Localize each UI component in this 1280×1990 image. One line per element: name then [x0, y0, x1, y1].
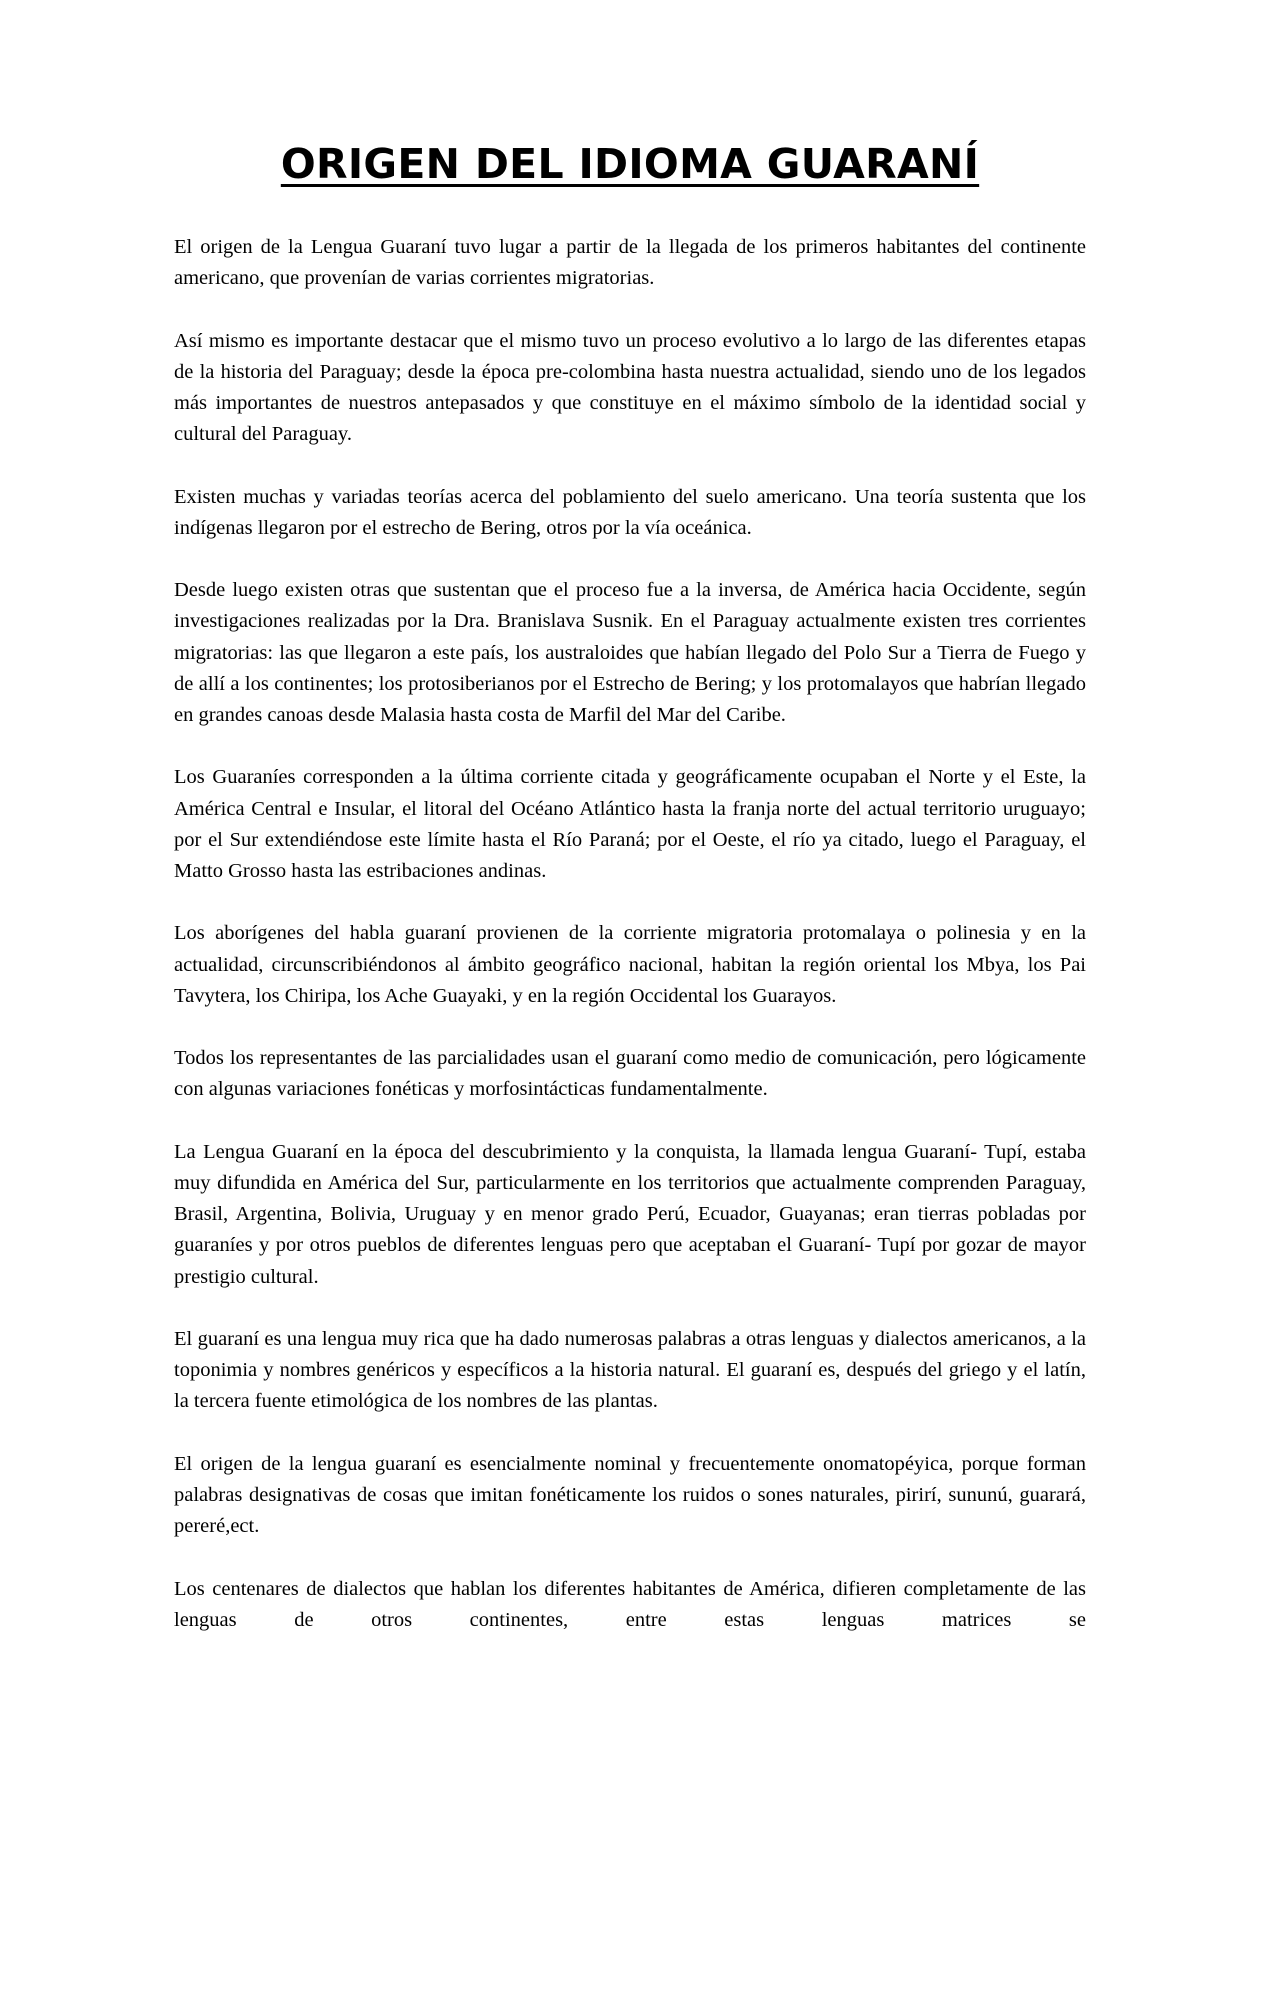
paragraph-richness: El guaraní es una lengua muy rica que ha dado numerosas palabras a otras lenguas y dialectos americanos, a la toponimia y nombres genéricos y específicos a la historia natural. El guaraní es, después del griego y el latín, la tercera fuente etimológica de los nombres de las plantas.: [174, 1327, 1086, 1413]
paragraph-origin: El origen de la Lengua Guaraní tuvo lugar a partir de la llegada de los primeros habitantes del continente americano, que provenían de varias corrientes migratorias.: [174, 236, 1086, 290]
paragraph-evolution: Así mismo es importante destacar que el mismo tuvo un proceso evolutivo a lo largo de las diferentes etapas de la historia del Paraguay; desde la época pre-colombina hasta nuestra actualidad, siendo uno de los legados más importantes de nuestros antepasados y que constituye en el máximo símbolo de la identidad social y cultural del Paraguay.: [174, 329, 1086, 446]
document-body: [174, 232, 1086, 1667]
paragraph-theories: Existen muchas y variadas teorías acerca del poblamiento del suelo americano. Una teoría sustenta que los indígenas llegaron por el estrecho de Bering, otros por la vía oceánica.: [174, 485, 1086, 539]
paragraph-aborigines: Los aborígenes del habla guaraní provienen de la corriente migratoria protomalaya o polinesia y en la actualidad, circunscribiéndonos al ámbito geográfico nacional, habitan la región oriental los Mbya, los Pai Tavytera, los Chiripa, los Ache Guayaki, y en la región Occidental los Guarayos.: [174, 922, 1086, 1007]
document-title: ORIGEN DEL IDIOMA GUARANÍ: [280, 140, 980, 188]
paragraph-migrations: Desde luego existen otras que sustentan que el proceso fue a la inversa, de América hacia Occidente, según investigaciones realizadas por la Dra. Branislava Susnik. En el Paraguay actualmente existen tres corrientes migratorias: las que llegaron a este país, los australoides que habían llegado del Polo Sur a Tierra de Fuego y de allí a los continentes; los protosiberianos por el Estrecho de Bering; y los protomalayos que habrían llegado en grandes canoas desde Malasia hasta costa de Marfil del Mar del Caribe.: [174, 579, 1086, 726]
paragraph-territory: Los Guaraníes corresponden a la última corriente citada y geográficamente ocupaban el Norte y el Este, la América Central e Insular, el litoral del Océano Atlántico hasta la franja norte del actual territorio uruguayo; por el Sur extendiéndose este límite hasta el Río Paraná; por el Oeste, el río ya citado, luego el Paraguay, el Matto Grosso hasta las estribaciones andinas.: [174, 766, 1086, 882]
paragraph-onomatopoeia: El origen de la lengua guaraní es esencialmente nominal y frecuentemente onomatopéyica, porque forman palabras designativas de cosas que imitan fonéticamente los ruidos o sones naturales, pirirí, sununú, guarará, pereré,ect.: [174, 1452, 1086, 1538]
paragraph-conquest: La Lengua Guaraní en la época del descubrimiento y la conquista, la llamada lengua Guaraní- Tupí, estaba muy difundida en América del Sur, particularmente en los territorios que actualmente comprenden Paraguay, Brasil, Argentina, Bolivia, Uruguay y en menor grado Perú, Ecuador, Guayanas; eran tierras pobladas por guaraníes y por otros pueblos de diferentes lenguas pero que aceptaban el Guaraní- Tupí por gozar de mayor prestigio cultural.: [174, 1140, 1086, 1288]
paragraph-communication: Todos los representantes de las parcialidades usan el guaraní como medio de comunicación, pero lógicamente con algunas variaciones fonéticas y morfosintácticas fundamentalmente.: [174, 1047, 1086, 1101]
paragraph-dialects: Los centenares de dialectos que hablan los diferentes habitantes de América, difieren completamente de las lenguas de otros continentes, entre estas lenguas matrices se: [174, 1577, 1086, 1631]
